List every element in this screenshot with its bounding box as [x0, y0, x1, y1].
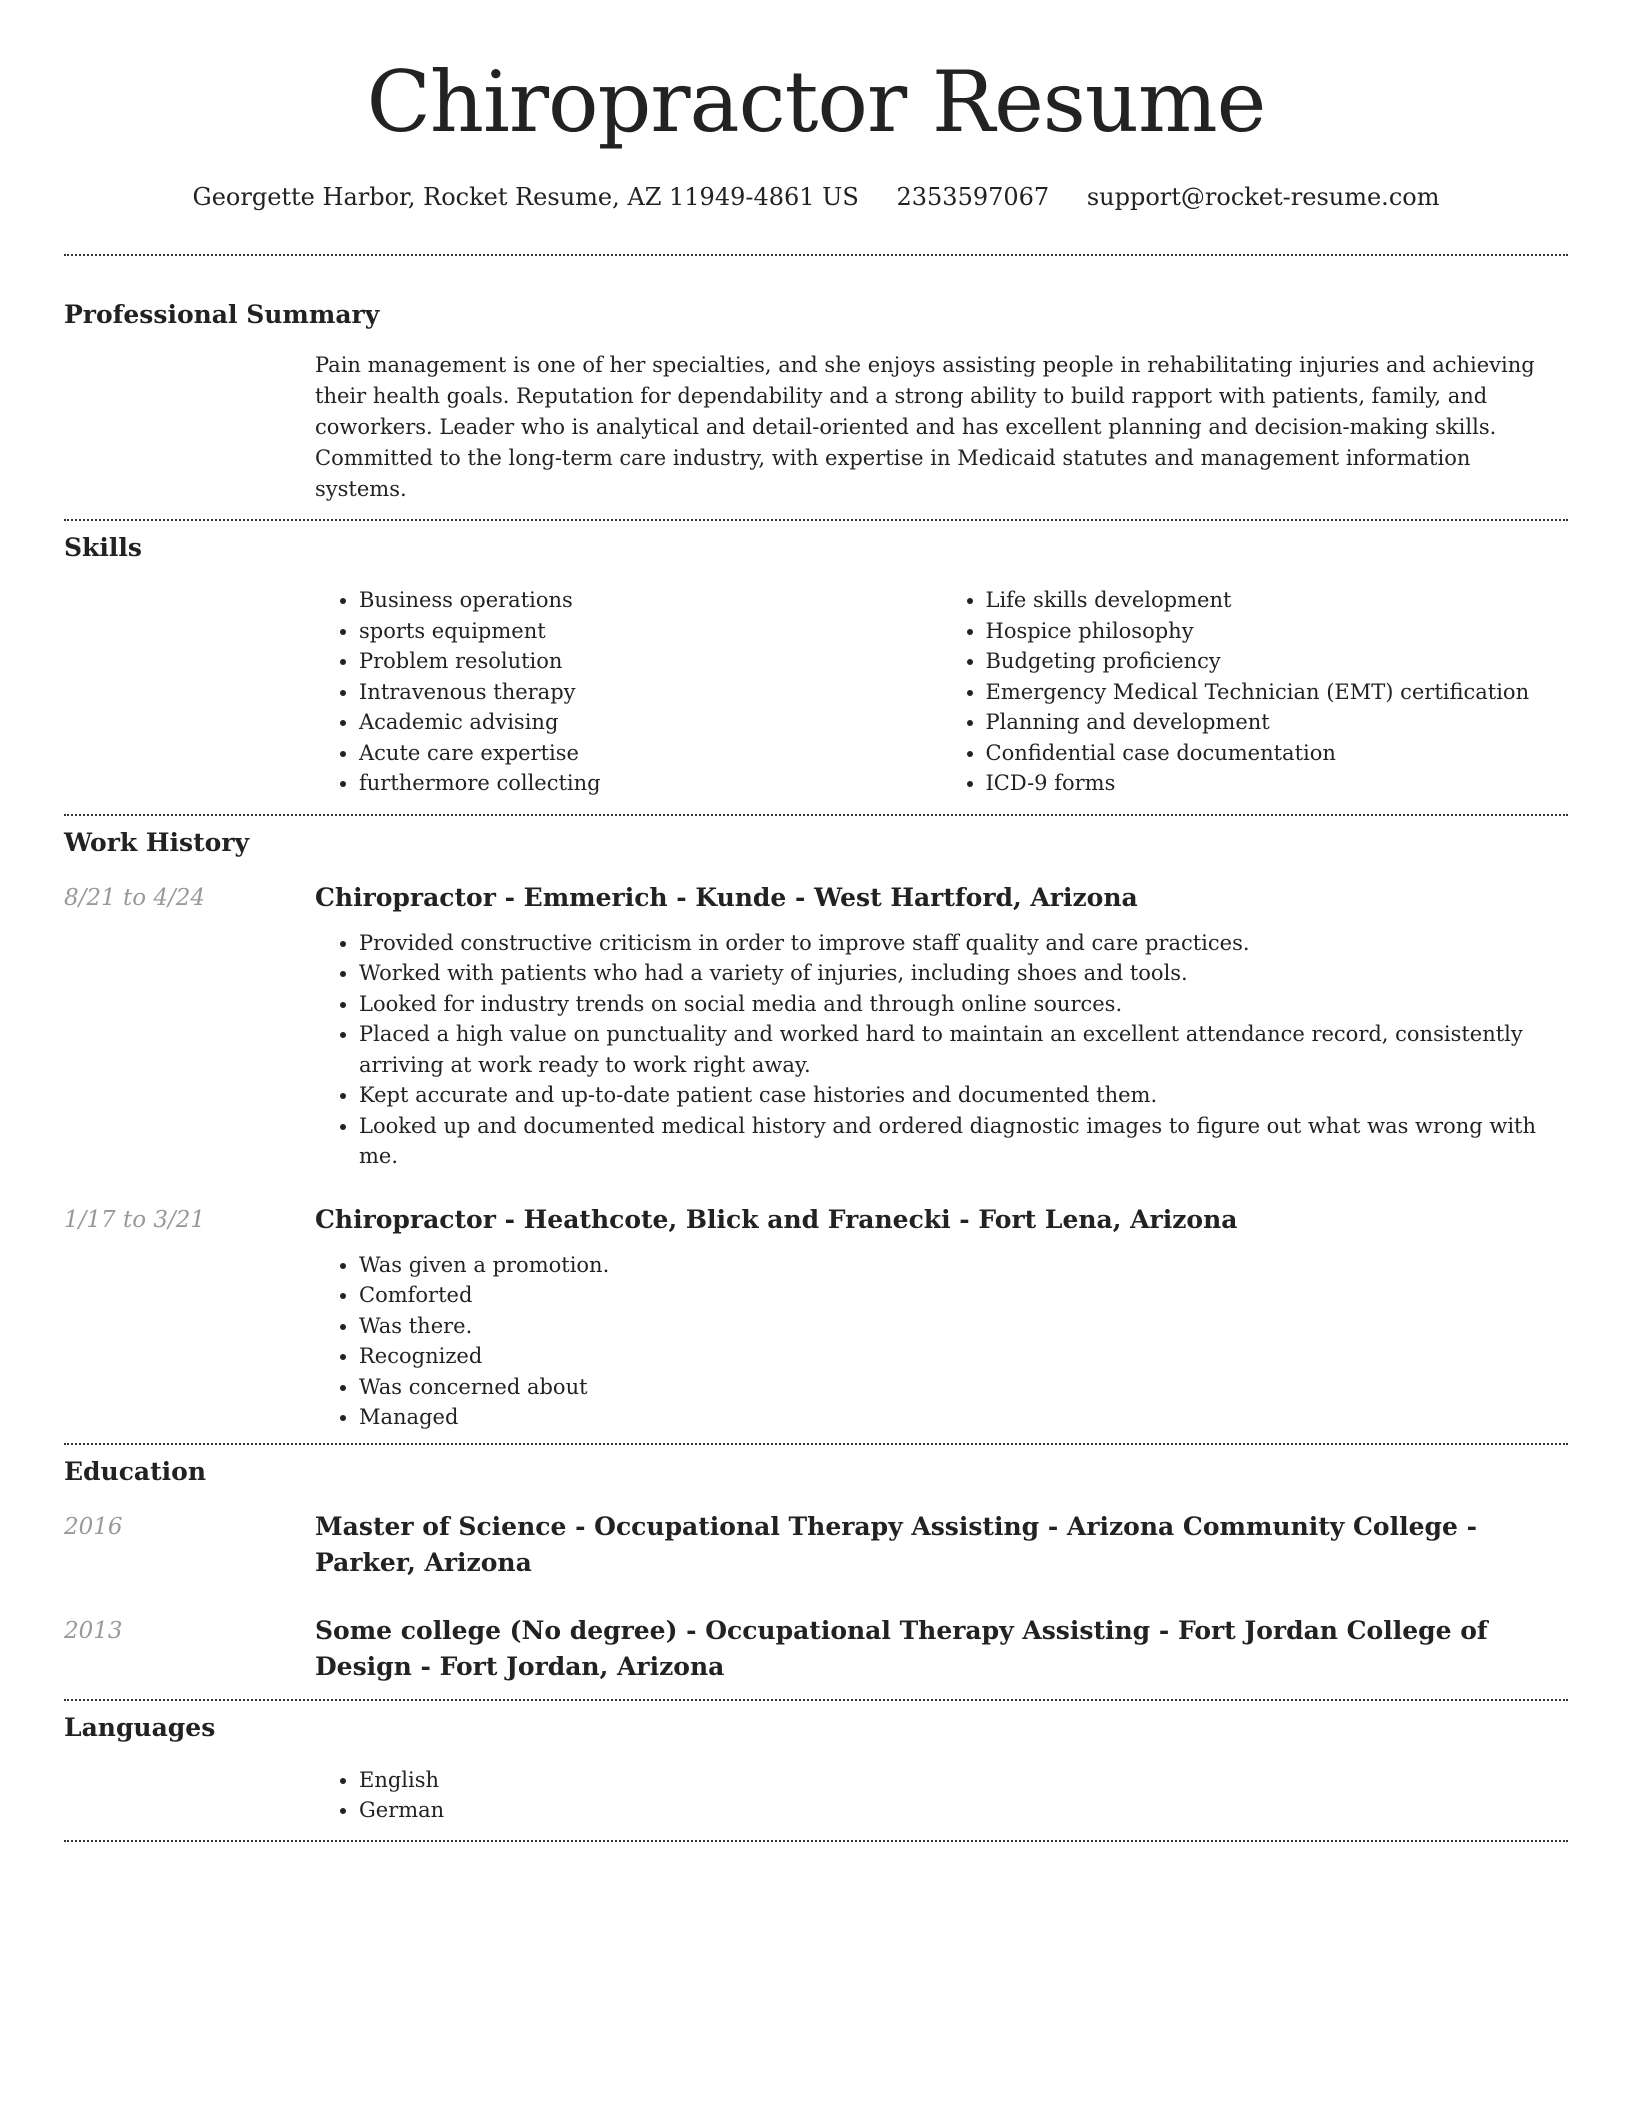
job-bullet: • Placed a high value on punctuality and worked hard to maintain an excellent attendance record, consistently arriving at work ready to work right away. — [359, 1019, 1568, 1080]
job-bullet: • Was concerned about — [359, 1372, 1568, 1403]
education-section — [64, 1445, 1568, 1685]
education-year: 2013 — [64, 1617, 123, 1644]
contact-email: support@rocket-resume.com — [1086, 183, 1440, 211]
divider — [64, 1840, 1568, 1842]
skill-item: • Budgeting proficiency — [986, 646, 1569, 677]
languages-list — [315, 1765, 1568, 1826]
language-item: • German — [359, 1795, 1568, 1826]
job-bullets — [315, 1250, 1568, 1433]
skill-item: • Confidential case documentation — [986, 738, 1569, 769]
skill-item: • ICD-9 forms — [986, 768, 1569, 799]
skill-item: • Intravenous therapy — [359, 677, 942, 708]
job-bullet: • Looked for industry trends on social media and through online sources. — [359, 989, 1568, 1020]
job-bullet: • Recognized — [359, 1341, 1568, 1372]
job-title: Chiropractor - Emmerich - Kunde - West Hartford, Arizona — [315, 882, 1138, 912]
skill-item: • Hospice philosophy — [986, 616, 1569, 647]
contact-address: Georgette Harbor, Rocket Resume, AZ 11949-4861 US — [192, 183, 859, 211]
summary-text: Pain management is one of her specialties, and she enjoys assisting people in rehabilitating injuries and achieving their health goals. Reputation for dependability and a strong ability to build rapport with patients, family, and coworkers. Leader who is analytical and detail-oriented and has excellent planning and decision-making skills. Committed to the long-term care industry, with expertise in Medicaid statutes and management information systems. — [315, 353, 1535, 501]
skills-list-left — [315, 585, 942, 799]
skill-item: • Life skills development — [986, 585, 1569, 616]
work-heading: Work History — [64, 827, 250, 857]
skill-item: • furthermore collecting — [359, 768, 942, 799]
work-section — [64, 816, 1568, 1433]
job-dates: 1/17 to 3/21 — [64, 1206, 206, 1233]
resume-page — [64, 0, 1568, 1842]
job-bullet: • Managed — [359, 1402, 1568, 1433]
language-item: • English — [359, 1765, 1568, 1796]
job-bullet: • Provided constructive criticism in order to improve staff quality and care practices. — [359, 928, 1568, 959]
job-bullet: • Was there. — [359, 1311, 1568, 1342]
skill-item: • Problem resolution — [359, 646, 942, 677]
skill-item: • Academic advising — [359, 707, 942, 738]
education-year: 2016 — [64, 1513, 123, 1540]
skill-item: • sports equipment — [359, 616, 942, 647]
resume-title: Chiropractor Resume — [366, 53, 1266, 151]
job-bullet: • Worked with patients who had a variety of injuries, including shoes and tools. — [359, 958, 1568, 989]
job-bullet: • Comforted — [359, 1280, 1568, 1311]
education-title: Master of Science - Occupational Therapy Assisting - Arizona Community College - Parker, Arizona — [315, 1511, 1477, 1577]
job-entry — [64, 880, 1568, 1172]
job-bullet: • Kept accurate and up-to-date patient case histories and documented them. — [359, 1080, 1568, 1111]
skill-item: • Acute care expertise — [359, 738, 942, 769]
job-title: Chiropractor - Heathcote, Blick and Franecki - Fort Lena, Arizona — [315, 1204, 1238, 1234]
education-entry — [64, 1509, 1568, 1581]
job-dates: 8/21 to 4/24 — [64, 884, 206, 911]
contact-phone: 2353597067 — [896, 183, 1050, 211]
education-title: Some college (No degree) - Occupational Therapy Assisting - Fort Jordan College of Design - Fort Jordan, Arizona — [315, 1615, 1488, 1681]
job-bullet: • Looked up and documented medical history and ordered diagnostic images to figure out what was wrong with me. — [359, 1111, 1568, 1172]
job-bullets — [315, 928, 1568, 1172]
skills-list-right — [942, 585, 1569, 799]
skills-section — [64, 521, 1568, 799]
skill-item: • Business operations — [359, 585, 942, 616]
skills-heading: Skills — [64, 533, 142, 562]
languages-section — [64, 1701, 1568, 1826]
education-entry — [64, 1613, 1568, 1685]
summary-heading: Professional Summary — [64, 300, 380, 329]
job-bullet: • Was given a promotion. — [359, 1250, 1568, 1281]
contact-line — [64, 180, 1568, 214]
education-heading: Education — [64, 1456, 207, 1486]
skill-item: • Planning and development — [986, 707, 1569, 738]
skill-item: • Emergency Medical Technician (EMT) certification — [986, 677, 1569, 708]
summary-section — [64, 256, 1568, 505]
job-entry — [64, 1202, 1568, 1433]
languages-heading: Languages — [64, 1712, 216, 1742]
